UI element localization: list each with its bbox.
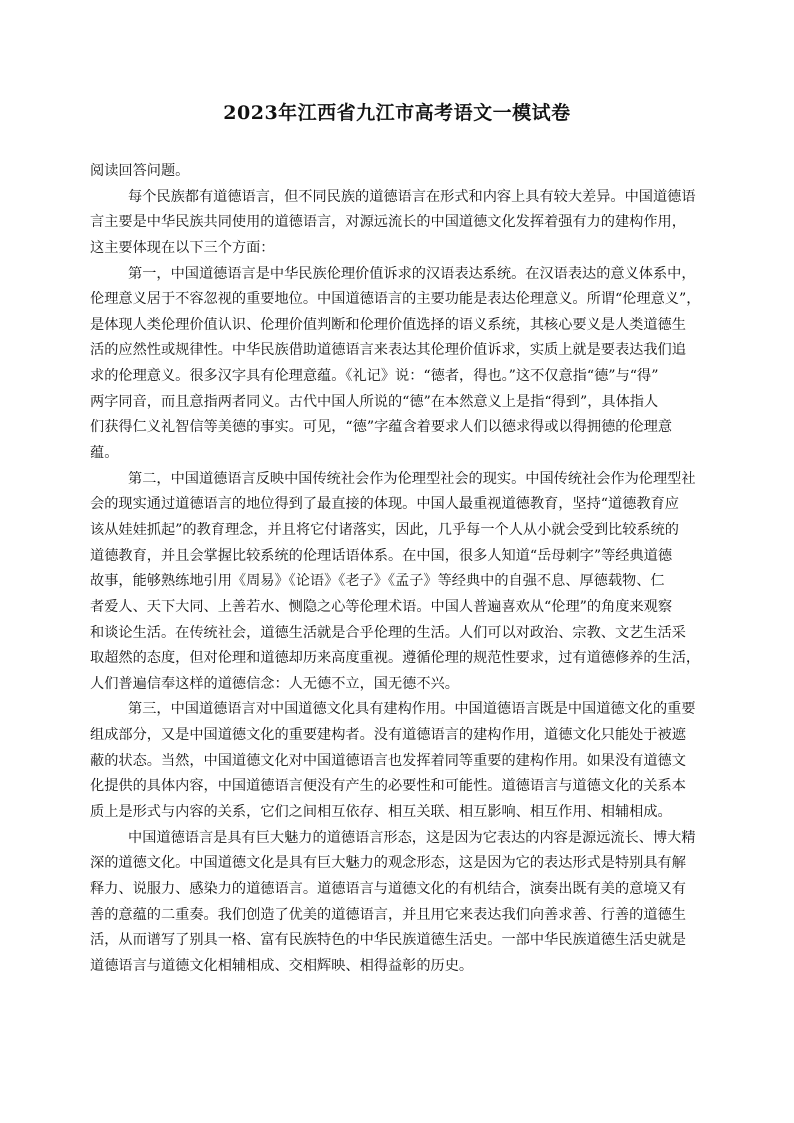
text-line: 质上是形式与内容的关系，它们之间相互依存、相互关联、相互影响、相互作用、相辅相成。 xyxy=(90,804,672,821)
text-line: 道德教育，并且会掌握比较系统的伦理话语体系。在中国，很多人知道“岳母刺字”等经典道德 xyxy=(90,547,673,564)
text-line: 组成部分，又是中国道德文化的重要建构者。没有道德语言的建构作用，道德文化只能处于被遮 xyxy=(90,727,686,744)
text-line: 释力、说服力、感染力的道德语言。道德语言与道德文化的有机结合，演奏出既有美的意境又有 xyxy=(90,880,686,897)
text-line: 会的现实通过道德语言的地位得到了最直接的体现。中国人最重视道德教育，坚持“道德教育应 xyxy=(90,496,679,513)
text-line: 活，从而谱写了别具一格、富有民族特色的中华民族道德生活史。一部中华民族道德生活史就是 xyxy=(90,932,686,949)
text-line: 蕴。 xyxy=(90,445,119,462)
text-line: 深的道德文化。中国道德文化是具有巨大魅力的观念形态，这是因为它的表达形式是特别具有解 xyxy=(90,855,686,872)
text-line: 中国道德语言是具有巨大魅力的道德语言形态，这是因为它表达的内容是源远流长、博大精 xyxy=(128,829,696,846)
text-line: 蔽的状态。当然，中国道德文化对中国道德语言也发挥着同等重要的建构作用。如果没有道德文 xyxy=(90,752,686,769)
document-body xyxy=(90,159,705,980)
text-line: 第一，中国道德语言是中华民族伦理价值诉求的汉语表达系统。在汉语表达的意义体系中， xyxy=(128,265,696,282)
text-line: 这主要体现在以下三个方面： xyxy=(90,239,275,256)
text-line: 阅读回答问题。 xyxy=(90,163,190,179)
text-line: 两字同音，而且意指两者同义。古代中国人所说的“德”在本然意义上是指“得到”，具体指人 xyxy=(90,393,659,410)
text-line: 该从娃娃抓起”的教育理念，并且将它付诸落实，因此，几乎每一个人从小就会受到比较系统的 xyxy=(90,521,679,538)
text-line: 化提供的具体内容，中国道德语言便没有产生的必要性和可能性。道德语言与道德文化的关系本 xyxy=(90,778,686,795)
text-line: 求的伦理意义。很多汉字具有伦理意蕴。《礼记》说：“德者，得也。”这不仅意指“德”与“得” xyxy=(90,368,659,385)
text-line: 善的意蕴的二重奏。我们创造了优美的道德语言，并且用它来表达我们向善求善、行善的道德生 xyxy=(90,906,686,923)
text-line: 者爱人、天下大同、上善若水、恻隐之心等伦理术语。中国人普遍喜欢从“伦理”的角度来观察 xyxy=(90,598,673,615)
text-line: 道德语言与道德文化相辅相成、交相辉映、相得益彰的历史。 xyxy=(90,957,474,974)
text-line: 每个民族都有道德语言，但不同民族的道德语言在形式和内容上具有较大差异。中国道德语 xyxy=(128,188,696,205)
text-line: 是体现人类伦理价值认识、伦理价值判断和伦理价值选择的语义系统，其核心要义是人类道德生 xyxy=(90,316,686,333)
text-line: 伦理意义居于不容忽视的重要地位。中国道德语言的主要功能是表达伦理意义。所谓“伦理意义”， xyxy=(90,291,701,308)
text-line: 们获得仁义礼智信等美德的事实。可见，“德”字蕴含着要求人们以德求得或以得拥德的伦理意 xyxy=(90,419,673,436)
text-line: 第三，中国道德语言对中国道德文化具有建构作用。中国道德语言既是中国道德文化的重要 xyxy=(128,701,696,718)
text-line: 活的应然性或规律性。中华民族借助道德语言来表达其伦理价值诉求，实质上就是要表达我们追 xyxy=(90,342,686,359)
text-line: 人们普遍信奉这样的道德信念：人无德不立，国无德不兴。 xyxy=(90,675,459,692)
text-line: 言主要是中华民族共同使用的道德语言，对源远流长的中国道德文化发挥着强有力的建构作用， xyxy=(90,214,686,231)
text-line: 取超然的态度，但对伦理和道德却历来高度重视。遵循伦理的规范性要求，过有道德修养的生活， xyxy=(90,650,701,667)
text-line: 和谈论生活。在传统社会，道德生活就是合乎伦理的生活。人们可以对政治、宗教、文艺生活采 xyxy=(90,624,686,641)
document-title: 2023年江西省九江市高考语文一模试卷 xyxy=(223,102,571,124)
text-line: 第二，中国道德语言反映中国传统社会作为伦理型社会的现实。中国传统社会作为伦理型社 xyxy=(128,470,696,487)
text-line: 故事，能够熟练地引用《周易》《论语》《老子》《孟子》等经典中的自强不息、厚德载物、仁 xyxy=(90,573,665,590)
